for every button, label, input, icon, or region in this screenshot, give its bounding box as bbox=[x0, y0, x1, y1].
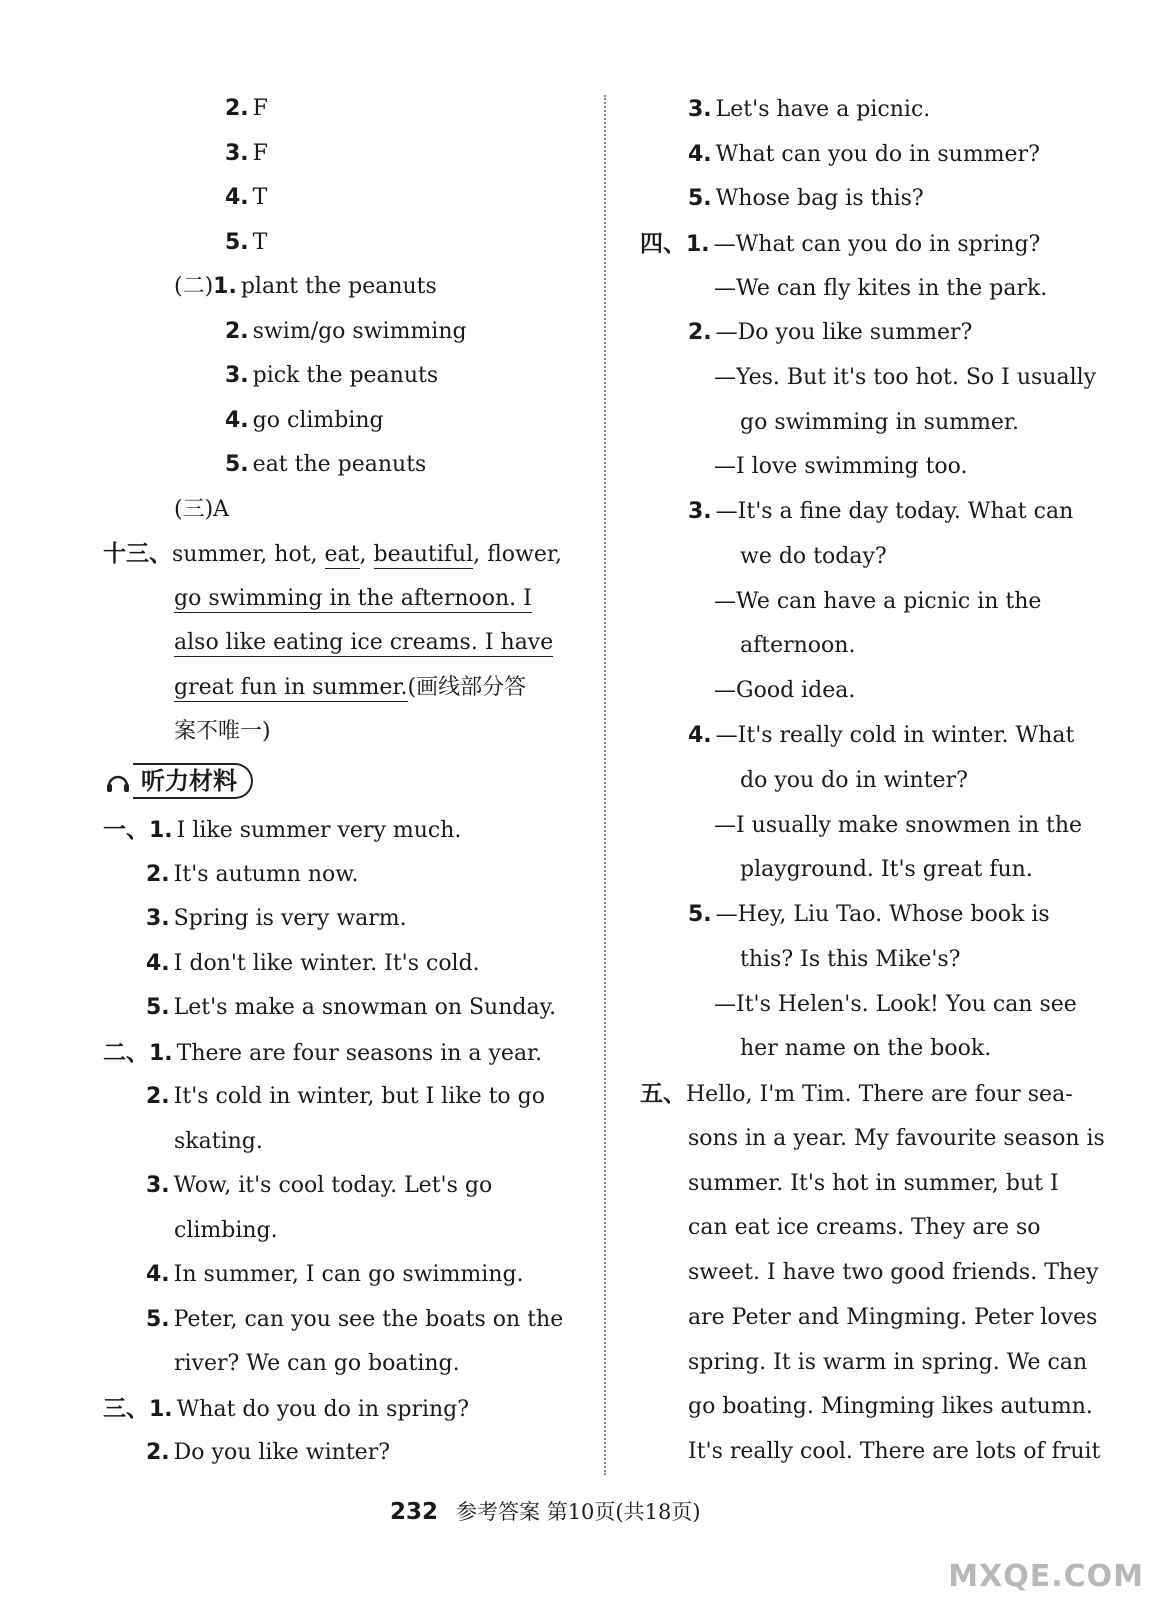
passage-text: It's really cool. There are lots of fruit bbox=[688, 1439, 1101, 1464]
sentence: —It's really cold in winter. What bbox=[715, 723, 1075, 748]
section-label: 四、 bbox=[640, 231, 686, 257]
sentence: river? We can go boating. bbox=[174, 1351, 460, 1376]
listening-line bbox=[146, 993, 556, 1023]
sentence: What can you do in summer? bbox=[715, 142, 1040, 167]
listening-line bbox=[640, 1079, 1073, 1110]
answer-text: go climbing bbox=[252, 408, 384, 433]
item-number: 4. bbox=[688, 142, 712, 167]
passage-text: go boating. Mingming likes autumn. bbox=[688, 1394, 1093, 1419]
section-13-line bbox=[174, 673, 526, 703]
sentence: Whose bag is this? bbox=[715, 186, 924, 211]
answer-text: T bbox=[252, 230, 268, 255]
sentence: Wow, it's cool today. Let's go bbox=[173, 1173, 493, 1198]
listening-line bbox=[740, 631, 855, 661]
item-number: 2. bbox=[225, 96, 249, 121]
sentence: this? Is this Mike's? bbox=[740, 947, 961, 972]
listening-line bbox=[740, 542, 887, 572]
sentence: go swimming in summer. bbox=[740, 410, 1019, 435]
sentence: It's autumn now. bbox=[173, 862, 359, 887]
item-number: 1. bbox=[213, 274, 237, 299]
listening-line bbox=[146, 1260, 524, 1290]
listening-line bbox=[740, 1034, 991, 1064]
underlined-answer: also like eating ice creams. I have bbox=[174, 630, 554, 655]
passage-text: are Peter and Mingming. Peter loves bbox=[688, 1305, 1098, 1330]
page-footer bbox=[390, 1496, 701, 1526]
sentence: —I love swimming too. bbox=[714, 454, 968, 479]
item-number: 1. bbox=[149, 1041, 173, 1066]
listening-line bbox=[103, 1038, 542, 1069]
sentence: her name on the book. bbox=[740, 1036, 992, 1061]
listening-line bbox=[688, 1437, 1100, 1467]
subsection-label: (二) bbox=[174, 274, 214, 299]
sentence: —Do you like summer? bbox=[715, 320, 973, 345]
item-number: 4. bbox=[225, 408, 249, 433]
answer-text: T bbox=[252, 185, 268, 210]
answer-text: , flower, bbox=[473, 542, 562, 567]
item-number: 5. bbox=[146, 995, 170, 1020]
item-number: 4. bbox=[146, 1262, 170, 1287]
sentence: —Good idea. bbox=[714, 678, 856, 703]
item-number: 5. bbox=[688, 902, 712, 927]
answer-text: swim/go swimming bbox=[252, 319, 467, 344]
footer-text: 参考答案 第10页(共18页) bbox=[456, 1500, 701, 1524]
watermark-logo: MXQE.COM bbox=[948, 1559, 1144, 1594]
listening-line bbox=[688, 721, 1074, 751]
listening-line bbox=[146, 949, 480, 979]
passage-text: Hello, I'm Tim. There are four sea- bbox=[686, 1082, 1073, 1107]
listening-line bbox=[640, 229, 1040, 260]
section-13-line bbox=[103, 539, 562, 570]
listening-line bbox=[714, 274, 1047, 304]
item-number: 3. bbox=[225, 363, 249, 388]
item-number: 1. bbox=[149, 818, 173, 843]
listening-line bbox=[146, 904, 407, 934]
sentence: It's cold in winter, but I like to go bbox=[173, 1084, 545, 1109]
listening-line bbox=[146, 1171, 492, 1201]
page-number: 232 bbox=[390, 1499, 439, 1525]
listening-material-title: 听力材料 bbox=[133, 763, 253, 799]
item-number: 2. bbox=[146, 1440, 170, 1465]
underlined-answer: eat bbox=[324, 542, 360, 567]
sentence: we do today? bbox=[740, 544, 887, 569]
listening-line bbox=[146, 1305, 563, 1335]
sentence: —We can have a picnic in the bbox=[714, 589, 1042, 614]
item-number: 5. bbox=[688, 186, 712, 211]
passage-text: can eat ice creams. They are so bbox=[688, 1215, 1041, 1240]
underlined-answer: beautiful bbox=[373, 542, 474, 567]
listening-line bbox=[688, 140, 1040, 170]
sentence: Peter, can you see the boats on the bbox=[173, 1307, 564, 1332]
listening-line bbox=[688, 900, 1050, 930]
listening-line bbox=[688, 95, 930, 125]
listening-line bbox=[146, 1082, 545, 1112]
passage-text: spring. It is warm in spring. We can bbox=[688, 1350, 1088, 1375]
sentence: do you do in winter? bbox=[740, 768, 968, 793]
item-number: 2. bbox=[146, 1084, 170, 1109]
listening-line bbox=[714, 363, 1096, 393]
answer-text: F bbox=[252, 96, 268, 121]
passage-text: sons in a year. My favourite season is bbox=[688, 1126, 1105, 1151]
section-label: 二、 bbox=[103, 1040, 149, 1066]
sentence: What do you do in spring? bbox=[176, 1397, 470, 1422]
section-label: 三、 bbox=[103, 1396, 149, 1422]
listening-line bbox=[688, 184, 924, 214]
item-number: 2. bbox=[688, 320, 712, 345]
sentence: skating. bbox=[174, 1129, 263, 1154]
sentence: —What can you do in spring? bbox=[713, 232, 1041, 257]
section-13-line bbox=[174, 628, 553, 658]
item-number: 1. bbox=[686, 232, 710, 257]
listening-line bbox=[714, 811, 1082, 841]
listening-line bbox=[103, 1394, 469, 1425]
section-13-line bbox=[174, 584, 532, 614]
answer-line bbox=[174, 495, 229, 525]
sentence: There are four seasons in a year. bbox=[176, 1041, 543, 1066]
sentence: Let's make a snowman on Sunday. bbox=[173, 995, 557, 1020]
answer-line bbox=[225, 228, 267, 258]
sentence: —It's a fine day today. What can bbox=[715, 499, 1074, 524]
note-text: 案不唯一) bbox=[174, 719, 271, 744]
item-number: 3. bbox=[146, 1173, 170, 1198]
sentence: climbing. bbox=[174, 1218, 278, 1243]
listening-line bbox=[740, 945, 960, 975]
item-number: 3. bbox=[688, 499, 712, 524]
listening-line bbox=[146, 860, 358, 890]
answer-line bbox=[225, 183, 267, 213]
passage-text: sweet. I have two good friends. They bbox=[688, 1260, 1099, 1285]
sentence: Do you like winter? bbox=[173, 1440, 391, 1465]
sentence: —Yes. But it's too hot. So I usually bbox=[714, 365, 1097, 390]
item-number: 4. bbox=[146, 951, 170, 976]
item-number: 4. bbox=[688, 723, 712, 748]
sentence: —We can fly kites in the park. bbox=[714, 276, 1048, 301]
section-label: 十三、 bbox=[103, 541, 172, 567]
item-number: 3. bbox=[688, 97, 712, 122]
item-number: 5. bbox=[225, 230, 249, 255]
listening-line bbox=[688, 1124, 1105, 1154]
item-number: 1. bbox=[149, 1397, 173, 1422]
listening-line bbox=[688, 1213, 1041, 1243]
answer-text: F bbox=[252, 141, 268, 166]
answer-text: plant the peanuts bbox=[240, 274, 437, 299]
sentence: Let's have a picnic. bbox=[715, 97, 931, 122]
underlined-answer: go swimming in the afternoon. I bbox=[174, 586, 532, 611]
answer-line bbox=[225, 94, 268, 124]
listening-material-header bbox=[103, 763, 253, 799]
sentence: —Hey, Liu Tao. Whose book is bbox=[715, 902, 1050, 927]
listening-line bbox=[174, 1349, 460, 1379]
answer-text: (三)A bbox=[174, 497, 230, 522]
underlined-answer: great fun in summer. bbox=[174, 675, 408, 700]
listening-line bbox=[688, 1258, 1099, 1288]
listening-line bbox=[688, 318, 972, 348]
sentence: I like summer very much. bbox=[176, 818, 462, 843]
listening-line bbox=[714, 990, 1077, 1020]
sentence: In summer, I can go swimming. bbox=[173, 1262, 524, 1287]
answer-text: summer, hot, bbox=[172, 542, 325, 567]
listening-line bbox=[740, 766, 968, 796]
sentence: playground. It's great fun. bbox=[740, 857, 1033, 882]
listening-line bbox=[688, 497, 1073, 527]
item-number: 2. bbox=[225, 319, 249, 344]
note-text: (画线部分答 bbox=[407, 675, 527, 700]
listening-line bbox=[714, 676, 855, 706]
answer-line bbox=[225, 317, 467, 347]
item-number: 5. bbox=[146, 1307, 170, 1332]
listening-line bbox=[174, 1216, 278, 1246]
passage-text: summer. It's hot in summer, but I bbox=[688, 1171, 1059, 1196]
item-number: 5. bbox=[225, 452, 249, 477]
item-number: 2. bbox=[146, 862, 170, 887]
listening-line bbox=[146, 1438, 390, 1468]
sentence: Spring is very warm. bbox=[173, 906, 407, 931]
listening-line bbox=[714, 452, 968, 482]
answer-line bbox=[225, 450, 426, 480]
sentence: I don't like winter. It's cold. bbox=[173, 951, 480, 976]
listening-line bbox=[688, 1392, 1093, 1422]
answer-line bbox=[225, 361, 438, 391]
section-label: 一、 bbox=[103, 817, 149, 843]
answer-line bbox=[174, 272, 437, 302]
section-label: 五、 bbox=[640, 1081, 686, 1107]
answer-text: pick the peanuts bbox=[252, 363, 439, 388]
listening-line bbox=[740, 855, 1033, 885]
listening-line bbox=[688, 1303, 1097, 1333]
column-divider bbox=[604, 95, 606, 1475]
sentence: —It's Helen's. Look! You can see bbox=[714, 992, 1077, 1017]
sentence: —I usually make snowmen in the bbox=[714, 813, 1083, 838]
listening-line bbox=[740, 408, 1019, 438]
sentence: afternoon. bbox=[740, 633, 856, 658]
item-number: 3. bbox=[225, 141, 249, 166]
listening-line bbox=[714, 587, 1041, 617]
item-number: 3. bbox=[146, 906, 170, 931]
answer-text: eat the peanuts bbox=[252, 452, 427, 477]
listening-line bbox=[174, 1127, 263, 1157]
answer-text: , bbox=[359, 542, 374, 567]
headphones-icon bbox=[103, 766, 133, 796]
listening-line bbox=[688, 1169, 1059, 1199]
listening-line bbox=[688, 1348, 1087, 1378]
answer-line bbox=[225, 139, 268, 169]
item-number: 4. bbox=[225, 185, 249, 210]
listening-line bbox=[103, 815, 461, 846]
section-13-line bbox=[174, 717, 271, 747]
answer-line bbox=[225, 406, 384, 436]
